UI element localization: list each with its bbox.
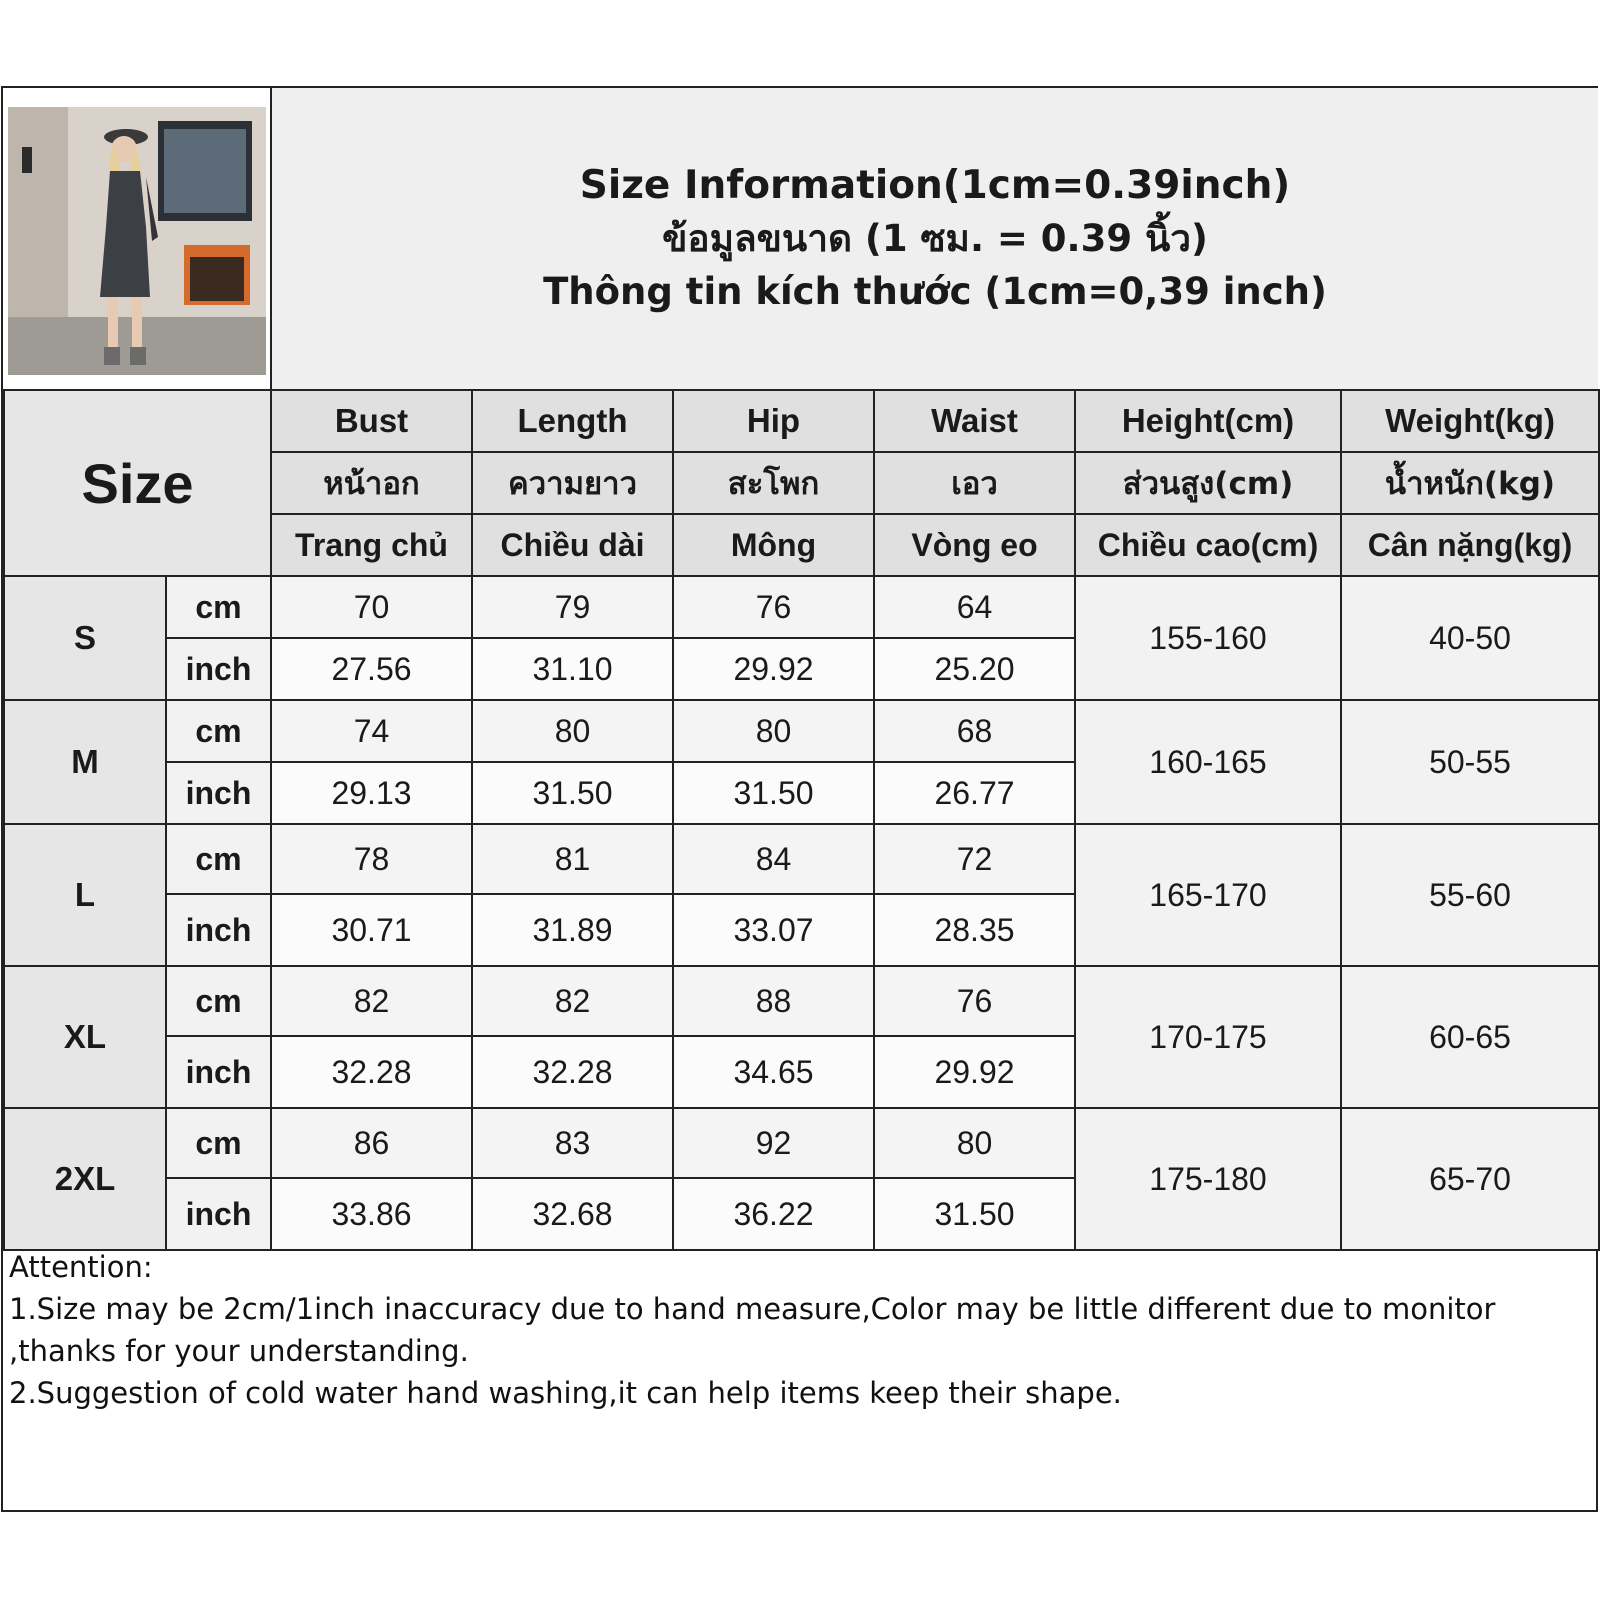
attention-title: Attention:	[9, 1250, 153, 1284]
unit-inch-label: inch	[166, 894, 271, 966]
attention-notes	[9, 1246, 1589, 1414]
table-cell-cm: 86	[271, 1108, 472, 1178]
size-info-title-th: ข้อมูลขนาด (1 ซม. = 0.39 นิ้ว)	[662, 217, 1208, 260]
header-hip-vi: Mông	[673, 514, 874, 576]
header-hip-th: สะโพก	[673, 452, 874, 514]
table-cell-cm: 68	[874, 700, 1075, 762]
table-cell-inch: 36.22	[673, 1178, 874, 1250]
header-bust-en: Bust	[271, 390, 472, 452]
unit-cm-label: cm	[166, 576, 271, 638]
header-length-vi: Chiều dài	[472, 514, 673, 576]
header-bust-vi: Trang chủ	[271, 514, 472, 576]
product-photo	[8, 107, 266, 375]
weight-range: 50-55	[1341, 700, 1599, 824]
table-cell-inch: 33.86	[271, 1178, 472, 1250]
table-cell-inch: 34.65	[673, 1036, 874, 1108]
unit-inch-label: inch	[166, 638, 271, 700]
table-cell-cm: 88	[673, 966, 874, 1036]
table-cell-inch: 29.13	[271, 762, 472, 824]
table-cell-inch: 30.71	[271, 894, 472, 966]
table-cell-cm: 92	[673, 1108, 874, 1178]
size-label: XL	[4, 966, 166, 1108]
unit-cm-label: cm	[166, 966, 271, 1036]
header-length-en: Length	[472, 390, 673, 452]
table-cell-cm: 82	[472, 966, 673, 1036]
size-column-title: Size	[4, 390, 271, 576]
size-info-header	[270, 88, 1598, 389]
table-cell-cm: 83	[472, 1108, 673, 1178]
header-waist-th: เอว	[874, 452, 1075, 514]
table-cell-inch: 29.92	[874, 1036, 1075, 1108]
size-info-title-en: Size Information(1cm=0.39inch)	[579, 163, 1291, 208]
table-cell-cm: 80	[673, 700, 874, 762]
table-cell-inch: 31.50	[874, 1178, 1075, 1250]
table-cell-cm: 74	[271, 700, 472, 762]
header-hip-en: Hip	[673, 390, 874, 452]
unit-cm-label: cm	[166, 824, 271, 894]
attention-line-3: 2.Suggestion of cold water hand washing,it can help items keep their shape.	[9, 1376, 1122, 1410]
height-range: 165-170	[1075, 824, 1341, 966]
table-cell-inch: 31.50	[673, 762, 874, 824]
table-cell-cm: 64	[874, 576, 1075, 638]
table-cell-inch: 32.68	[472, 1178, 673, 1250]
header-length-th: ความยาว	[472, 452, 673, 514]
table-cell-cm: 72	[874, 824, 1075, 894]
size-label: L	[4, 824, 166, 966]
unit-inch-label: inch	[166, 1036, 271, 1108]
table-cell-cm: 76	[874, 966, 1075, 1036]
unit-inch-label: inch	[166, 1178, 271, 1250]
table-cell-inch: 31.10	[472, 638, 673, 700]
table-cell-cm: 80	[874, 1108, 1075, 1178]
table-cell-inch: 27.56	[271, 638, 472, 700]
unit-inch-label: inch	[166, 762, 271, 824]
table-cell-cm: 84	[673, 824, 874, 894]
table-cell-inch: 32.28	[472, 1036, 673, 1108]
table-cell-inch: 33.07	[673, 894, 874, 966]
table-cell-inch: 28.35	[874, 894, 1075, 966]
unit-cm-label: cm	[166, 700, 271, 762]
table-cell-inch: 26.77	[874, 762, 1075, 824]
weight-range: 40-50	[1341, 576, 1599, 700]
header-weight-en: Weight(kg)	[1341, 390, 1599, 452]
weight-range: 60-65	[1341, 966, 1599, 1108]
header-waist-vi: Vòng eo	[874, 514, 1075, 576]
table-cell-cm: 80	[472, 700, 673, 762]
height-range: 175-180	[1075, 1108, 1341, 1250]
header-height-th: ส่วนสูง(cm)	[1075, 452, 1341, 514]
product-photo-illustration	[8, 107, 266, 375]
size-label: S	[4, 576, 166, 700]
height-range: 170-175	[1075, 966, 1341, 1108]
weight-range: 55-60	[1341, 824, 1599, 966]
header-bust-th: หน้าอก	[271, 452, 472, 514]
size-table	[3, 389, 1600, 1251]
attention-line-2: ,thanks for your understanding.	[9, 1334, 469, 1368]
table-cell-cm: 76	[673, 576, 874, 638]
header-weight-vi: Cân nặng(kg)	[1341, 514, 1599, 576]
height-range: 155-160	[1075, 576, 1341, 700]
table-cell-cm: 70	[271, 576, 472, 638]
table-cell-inch: 31.89	[472, 894, 673, 966]
table-cell-inch: 25.20	[874, 638, 1075, 700]
table-cell-inch: 31.50	[472, 762, 673, 824]
header-weight-th: น้ำหนัก(kg)	[1341, 452, 1599, 514]
weight-range: 65-70	[1341, 1108, 1599, 1250]
height-range: 160-165	[1075, 700, 1341, 824]
header-height-en: Height(cm)	[1075, 390, 1341, 452]
attention-line-1: 1.Size may be 2cm/1inch inaccuracy due to hand measure,Color may be little different due to monitor	[9, 1292, 1496, 1326]
size-chart-sheet	[1, 86, 1598, 1512]
table-cell-inch: 32.28	[271, 1036, 472, 1108]
table-cell-inch: 29.92	[673, 638, 874, 700]
table-cell-cm: 79	[472, 576, 673, 638]
size-label: 2XL	[4, 1108, 166, 1250]
table-cell-cm: 82	[271, 966, 472, 1036]
table-cell-cm: 78	[271, 824, 472, 894]
table-cell-cm: 81	[472, 824, 673, 894]
header-waist-en: Waist	[874, 390, 1075, 452]
unit-cm-label: cm	[166, 1108, 271, 1178]
header-height-vi: Chiều cao(cm)	[1075, 514, 1341, 576]
size-info-title-vi: Thông tin kích thước (1cm=0,39 inch)	[543, 270, 1327, 313]
size-label: M	[4, 700, 166, 824]
